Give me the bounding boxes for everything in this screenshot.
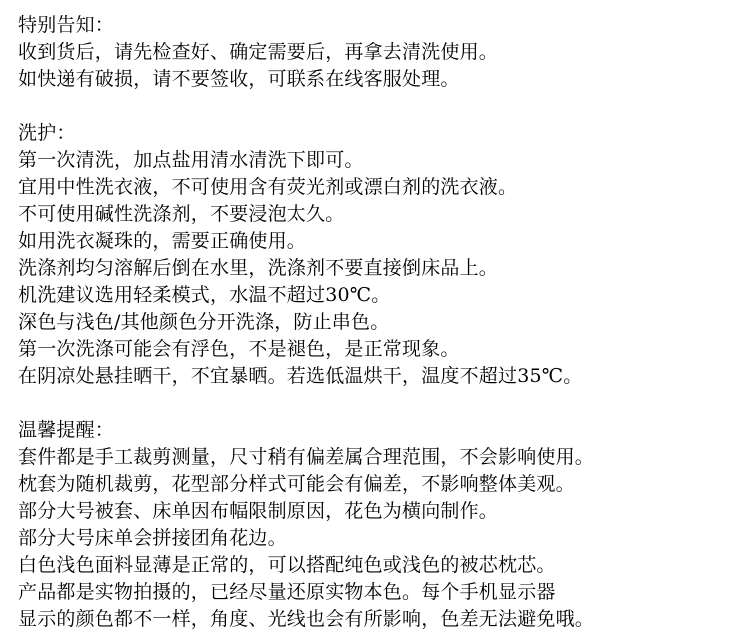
care-line: 第一次洗涤可能会有浮色，不是褪色，是正常现象。 [18,338,460,360]
reminder-line: 显示的颜色都不一样，角度、光线也会有所影响，色差无法避免哦。 [18,608,595,630]
reminder-line: 白色浅色面料显薄是正常的，可以搭配纯色或浅色的被芯枕芯。 [18,554,556,576]
care-section [18,120,744,390]
reminder-line: 套件都是手工裁剪测量，尺寸稍有偏差属合理范围，不会影响使用。 [18,446,595,468]
care-line: 宜用中性洗衣液，不可使用含有荧光剂或漂白剂的洗衣液。 [18,176,518,198]
reminder-line: 枕套为随机裁剪，花型部分样式可能会有偏差，不影响整体美观。 [18,473,575,495]
reminder-line: 产品都是实物拍摄的，已经尽量还原实物本色。每个手机显示器 [18,581,556,603]
notice-heading: 特别告知： [18,14,115,36]
care-line: 洗涤剂均匀溶解后倒在水里，洗涤剂不要直接倒床品上。 [18,257,499,279]
notice-line: 如快递有破损，请不要签收，可联系在线客服处理。 [18,68,460,90]
reminder-heading: 温馨提醒： [18,419,115,441]
reminder-line: 部分大号床单会拼接团角花边。 [18,527,287,549]
care-line: 在阴凉处悬挂晒干，不宜暴晒。若选低温烘干，温度不超过35℃。 [18,365,583,387]
notice-line: 收到货后，请先检查好、确定需要后，再拿去清洗使用。 [18,41,499,63]
reminder-section [18,417,744,633]
care-line: 机洗建议选用轻柔模式，水温不超过30℃。 [18,284,391,306]
care-heading: 洗护： [18,122,76,144]
care-line: 深色与浅色/其他颜色分开洗涤，防止串色。 [18,311,390,333]
reminder-line: 部分大号被套、床单因布幅限制原因，花色为横向制作。 [18,500,499,522]
product-notes-document [18,12,744,633]
care-line: 如用洗衣凝珠的，需要正确使用。 [18,230,307,252]
care-line: 第一次清洗，加点盐用清水清洗下即可。 [18,149,364,171]
care-line: 不可使用碱性洗涤剂，不要浸泡太久。 [18,203,345,225]
notice-section [18,12,744,93]
